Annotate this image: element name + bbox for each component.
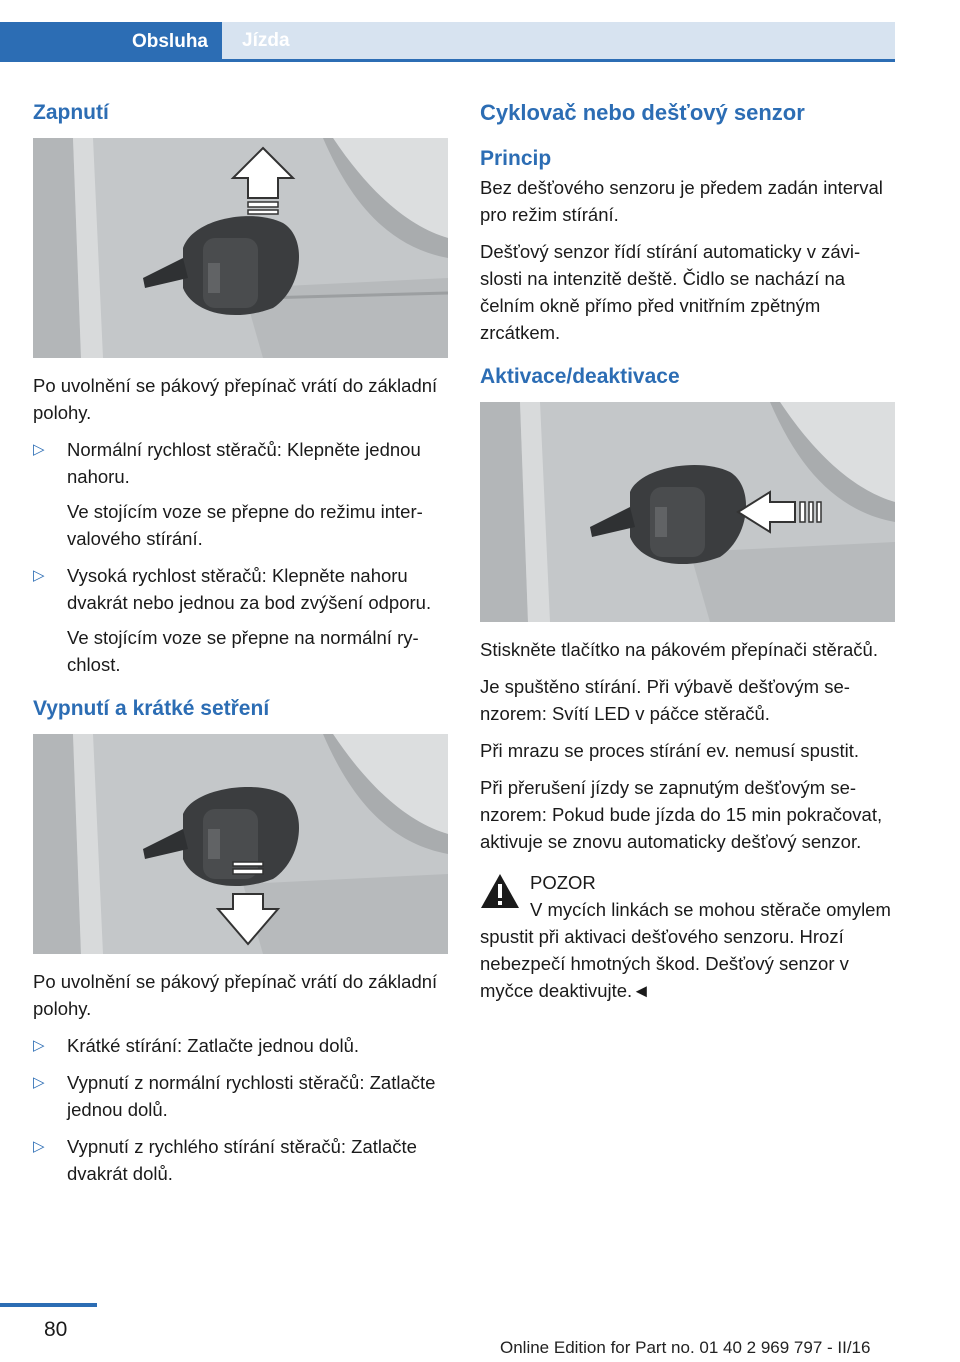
triangle-bullet-icon: ▷ (33, 567, 45, 584)
list-item (33, 1133, 449, 1187)
triangle-bullet-icon: ▷ (33, 1138, 45, 1155)
item-main: Normální rychlost stěračů: Klepněte jednou nahoru. (67, 439, 421, 487)
item-sub: Ve stojícím voze se přepne do režimu intervalového stírání. (67, 501, 423, 549)
text-release-1: Po uvolnění se pákový přepínač vrátí do základní polohy. (33, 375, 438, 423)
warning-box (480, 869, 896, 896)
item-main: Vypnutí z rychlého stírání stěračů: Zatlačte dvakrát dolů. (67, 1136, 417, 1184)
heading-vypnuti: Vypnutí a krátké setření (33, 697, 270, 720)
photo-wiper-lever-up (33, 138, 448, 358)
tab-obsluha[interactable]: Obsluha (0, 22, 222, 62)
triangle-bullet-icon: ▷ (33, 1074, 45, 1091)
text-princip-2: Dešťový senzor řídí stírání automaticky v závislosti na intenzitě deště. Čidlo se nachází na čelním okně přímo před vnitřním zpětným zrcátkem. (480, 241, 861, 343)
text-aktivace-4: Při přerušení jízdy se zapnutým dešťovým senzorem: Pokud bude jízda do 15 min pokračovat, aktivuje se znovu automaticky dešťový senzor. (480, 777, 883, 852)
list-vypnuti (33, 1032, 449, 1187)
right-column (480, 98, 896, 1014)
section-tabs (0, 22, 895, 62)
tab-jizda[interactable]: Jízda (222, 22, 895, 59)
footer-accent-line (0, 1303, 97, 1307)
item-main: Vysoká rychlost stěračů: Klepněte nahoru dvakrát nebo jednou za bod zvýšení odporu. (67, 565, 432, 613)
text-release-2: Po uvolnění se pákový přepínač vrátí do základní polohy. (33, 971, 438, 1019)
item-main: Krátké stírání: Zatlačte jednou dolů. (67, 1035, 360, 1056)
item-main: Vypnutí z normální rychlosti stěračů: Zatlačte jednou dolů. (67, 1072, 436, 1120)
list-item (33, 1032, 449, 1059)
text-aktivace-3: Při mrazu se proces stírání ev. nemusí spustit. (480, 740, 860, 761)
triangle-bullet-icon: ▷ (33, 1037, 45, 1054)
warning-text: V mycích linkách se mohou stěrače omylem spustit při aktivaci dešťového senzoru. Hrozí nebezpečí hmotných škod. Dešťový senzor v myčce deaktivujte.◄ (480, 899, 891, 1001)
heading-princip: Princip (480, 147, 552, 170)
edition-note: Online Edition for Part no. 01 40 2 969 797 - II/16 (500, 1338, 871, 1357)
item-sub: Ve stojícím voze se přepne na normální rychlost. (67, 627, 419, 675)
heading-aktivace: Aktivace/deaktivace (480, 365, 680, 388)
text-aktivace-2: Je spuštěno stírání. Při výbavě dešťovým senzorem: Svítí LED v páčce stěračů. (480, 676, 850, 724)
list-item (33, 1069, 449, 1123)
heading-zapnuti: Zapnutí (33, 101, 109, 124)
photo-wiper-button (480, 402, 895, 622)
list-item (33, 436, 449, 552)
heading-rain-sensor: Cyklovač nebo dešťový senzor (480, 100, 805, 125)
list-zapnuti (33, 436, 449, 678)
text-princip-1: Bez dešťového senzoru je předem zadán interval pro režim stírání. (480, 177, 883, 225)
warning-title: POZOR (530, 872, 596, 893)
tab-underline (222, 59, 895, 62)
photo-wiper-lever-down (33, 734, 448, 954)
left-column (33, 98, 449, 1197)
text-aktivace-1: Stiskněte tlačítko na pákovém přepínači stěračů. (480, 639, 878, 660)
warning-triangle-icon (480, 873, 520, 909)
page-number: 80 (44, 1318, 68, 1341)
triangle-bullet-icon: ▷ (33, 441, 45, 458)
list-item (33, 562, 449, 678)
